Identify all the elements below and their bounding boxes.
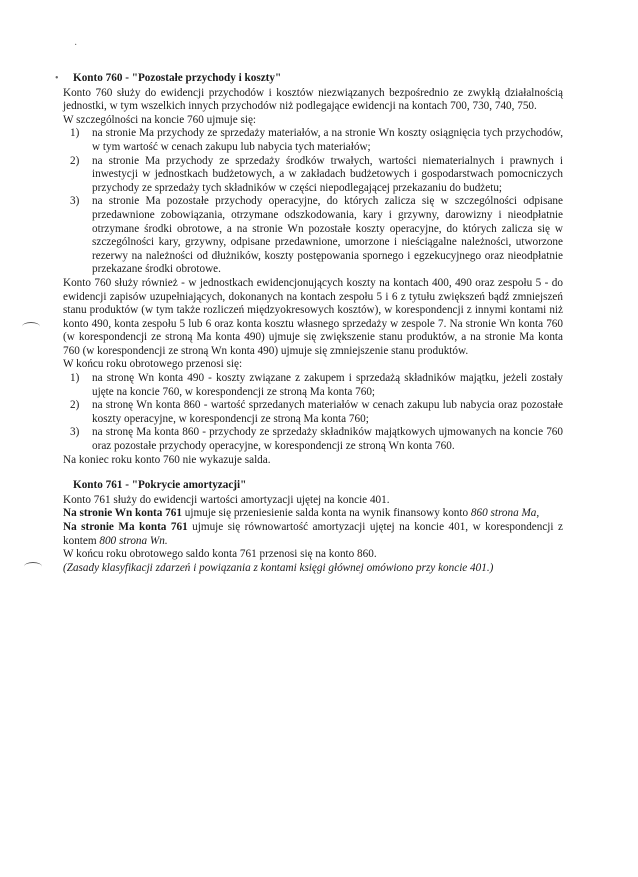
ma-paragraph: [63, 521, 563, 548]
list-item-text: na stronie Ma przychody ze sprzedaży materiałów, a na stronie Wn koszty osiągnięcia tych przychodów, w tym wartość w cenach zakupu lub nabycia tych materiałów;: [92, 127, 563, 153]
section-760-closing: Na koniec roku konto 760 nie wykazuje salda.: [63, 453, 271, 466]
document-page: [63, 72, 563, 575]
margin-mark-bottom: [24, 562, 42, 571]
section-760-title: Konto 760 - "Pozostałe przychody i koszty": [73, 72, 282, 84]
list-item-number: 3): [70, 195, 80, 208]
list-item: [63, 127, 563, 154]
list-item-number: 2): [70, 399, 80, 412]
section-761-title: Konto 761 - "Pokrycie amortyzacji": [73, 479, 247, 492]
ma-lead: Na stronie Ma konta 761: [63, 521, 188, 533]
list2-lead: W końcu roku obrotowego przenosi się:: [63, 358, 243, 371]
wn-account: 860 strona Ma,: [470, 507, 540, 520]
section-konto-760: [63, 72, 563, 467]
list-item: [63, 372, 563, 399]
year-end-paragraph: W końcu roku obrotowego saldo konta 761 przenosi się na konto 860.: [63, 548, 377, 561]
wn-text: ujmuje się przeniesienie salda konta na wynik finansowy konto: [181, 507, 471, 520]
list2: [63, 372, 563, 454]
ma-text: ujmuje się równowartość amortyzacji ujętej na koncie 401, w korespondencji z kontem: [63, 521, 563, 547]
ma-account: 800 strona Wn.: [99, 534, 168, 547]
list-item: [63, 195, 563, 277]
list-item: [63, 426, 563, 453]
section-konto-761: [63, 479, 563, 575]
section-761-intro: Konto 761 służy do ewidencji wartości amortyzacji ujętej na koncie 401.: [63, 493, 390, 506]
section-760-intro: Konto 760 służy do ewidencji przychodów i kosztów niezwiązanych bezpośrednio ze zwykłą działalnością jednostki, w tym wszelkich innych przychodów niż podlegające ewidencji na kontach 700, 730, 740, 750.: [63, 86, 563, 113]
list-item-number: 3): [70, 426, 80, 439]
wn-lead: Na stronie Wn konta 761: [63, 507, 182, 520]
scan-dot: ·: [74, 40, 78, 51]
wn-paragraph: [63, 507, 563, 521]
list-item: [63, 399, 563, 426]
list-item-number: 1): [70, 127, 80, 140]
list-item-number: 2): [70, 154, 80, 167]
list-item-text: na stronę Ma konta 860 - przychody ze sprzedaży składników majątkowych ujmowanych na koncie 760 oraz pozostałe przychody operacyjne, w korespondencji ze stroną Wn konta 760.: [92, 426, 563, 453]
list-item-text: na stronie Ma pozostałe przychody operacyjne, do których zalicza się w szczególności odpisane przedawnione zobowiązania, otrzymane odszkodowania, kary i grzywny, darowizny i nieodpłatnie otrzymane środki obrotowe, a na stronie Wn pozostałe koszty operacyjne, do których zalicza się w szczególności kary, grzywny, odpisane przedawnione, umorzone i nieściągalne należności, utworzone rezerwy na należności od dłużników, koszty postępowania spornego i egzekucyjnego oraz nieodpłatnie przekazane środki obrotowe.: [92, 195, 563, 276]
list-item-text: na stronę Wn konta 490 - koszty związane z zakupem i sprzedażą składników majątku, jeżeli zostały ujęte na koncie 760, w korespondencji ze stroną Ma konta 760;: [92, 372, 563, 398]
list-item-text: na stronę Wn konta 860 - wartość sprzedanych materiałów w cenach zakupu lub nabycia oraz pozostałe koszty operacyjne, w korespondencji ze stroną Ma konta 760;: [92, 399, 563, 425]
margin-mark-top: [22, 322, 40, 331]
section-gap: [63, 467, 563, 479]
list-item: [63, 155, 563, 196]
bullet-mark: •: [55, 73, 59, 84]
list1-lead: W szczególności na koncie 760 ujmuje się:: [63, 113, 257, 126]
list-item-number: 1): [70, 372, 80, 385]
list1: [63, 127, 563, 277]
note-paragraph: (Zasady klasyfikacji zdarzeń i powiązania z kontami księgi głównej omówiono przy koncie 401.): [63, 561, 494, 574]
section-760-para2: Konto 760 służy również - w jednostkach ewidencjonujących koszty na kontach 400, 490 oraz zespołu 5 - do ewidencji zapisów uzupełniających, dokonanych na kontach zespołu 5 i 6 z tytułu zwiększeń bądź zmniejszeń stanu produktów (w tym także rozliczeń międzyokresowych kosztów), w korespondencji z innymi kontami niż konto 490, konta zespołu 5 lub 6 oraz konta kosztu własnego sprzedaży w zespole 7. Na stronie Wn konta 760 (w korespondencji ze stroną Ma konta 490) ujmuje się zwiększenie stanu produktów, a na stronie Ma konta 760 (w korespondencji ze stroną Wn konta 490) ujmuje się zmniejszenie stanu produktów.: [63, 276, 563, 357]
list-item-text: na stronie Ma przychody ze sprzedaży środków trwałych, wartości niematerialnych i prawnych i inwestycji w jednostkach budżetowych, a w zakładach budżetowych i gospodarstwach pomocniczych przychody ze sprzedaży tych składników w części niepodlegającej przekazaniu do budżetu;: [92, 154, 563, 194]
